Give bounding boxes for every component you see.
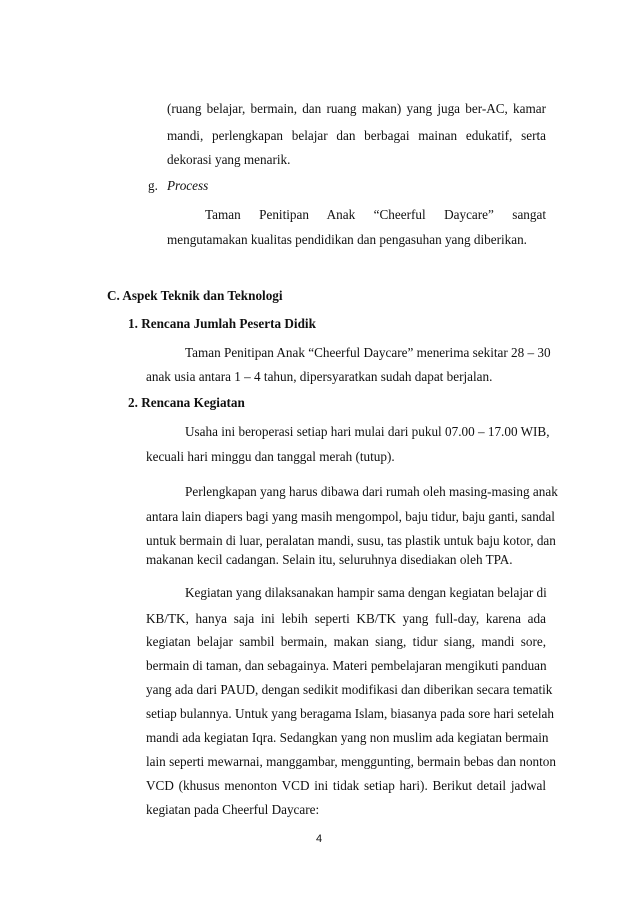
paragraph-line: (ruang belajar, bermain, dan ruang makan) yang juga ber-AC, kamar (167, 101, 546, 116)
paragraph-line: lain seperti mewarnai, manggambar, menggunting, bermain bebas dan nonton (146, 754, 556, 769)
paragraph-line: KB/TK, hanya saja ini lebih seperti KB/TK yang full-day, karena ada (146, 611, 546, 626)
paragraph-line: antara lain diapers bagi yang masih mengompol, baju tidur, baju ganti, sandal (146, 509, 555, 524)
paragraph-line: kegiatan belajar sambil bermain, makan siang, tidur siang, mandi sore, (146, 634, 546, 649)
paragraph-line: Taman Penitipan Anak “Cheerful Daycare” sangat (205, 207, 546, 222)
paragraph-line: Kegiatan yang dilaksanakan hampir sama dengan kegiatan belajar di (185, 585, 547, 600)
page-number: 4 (315, 833, 323, 845)
paragraph-line: Taman Penitipan Anak “Cheerful Daycare” menerima sekitar 28 – 30 (185, 345, 551, 360)
paragraph-line: kecuali hari minggu dan tanggal merah (tutup). (146, 449, 395, 464)
list-marker: g. (148, 178, 158, 193)
paragraph-line: Usaha ini beroperasi setiap hari mulai dari pukul 07.00 – 17.00 WIB, (185, 424, 550, 439)
paragraph-line: untuk bermain di luar, peralatan mandi, susu, tas plastik untuk baju kotor, dan (146, 533, 556, 548)
subsection-heading: 2. Rencana Kegiatan (128, 395, 245, 410)
section-heading: C. Aspek Teknik dan Teknologi (107, 288, 283, 303)
paragraph-line: mandi, perlengkapan belajar dan berbagai mainan edukatif, serta (167, 128, 546, 143)
paragraph-line: mandi ada kegiatan Iqra. Sedangkan yang non muslim ada kegiatan bermain (146, 730, 549, 745)
paragraph-line: anak usia antara 1 – 4 tahun, dipersyaratkan sudah dapat berjalan. (146, 369, 493, 384)
paragraph-line: mengutamakan kualitas pendidikan dan pengasuhan yang diberikan. (167, 232, 527, 247)
paragraph-line: setiap bulannya. Untuk yang beragama Islam, biasanya pada sore hari setelah (146, 706, 554, 721)
item-title: Process (167, 178, 209, 193)
paragraph-line: VCD (khusus menonton VCD ini tidak setiap hari). Berikut detail jadwal (146, 778, 546, 793)
paragraph-line: kegiatan pada Cheerful Daycare: (146, 802, 320, 817)
paragraph-line: makanan kecil cadangan. Selain itu, seluruhnya disediakan oleh TPA. (146, 552, 513, 567)
subsection-heading: 1. Rencana Jumlah Peserta Didik (128, 316, 316, 331)
paragraph-line: yang ada dari PAUD, dengan sedikit modifikasi dan diberikan secara tematik (146, 682, 553, 697)
paragraph-line: bermain di taman, dan sebagainya. Materi pembelajaran mengikuti panduan (146, 658, 547, 673)
paragraph-line: dekorasi yang menarik. (167, 152, 291, 167)
paragraph-line: Perlengkapan yang harus dibawa dari rumah oleh masing-masing anak (185, 484, 558, 499)
